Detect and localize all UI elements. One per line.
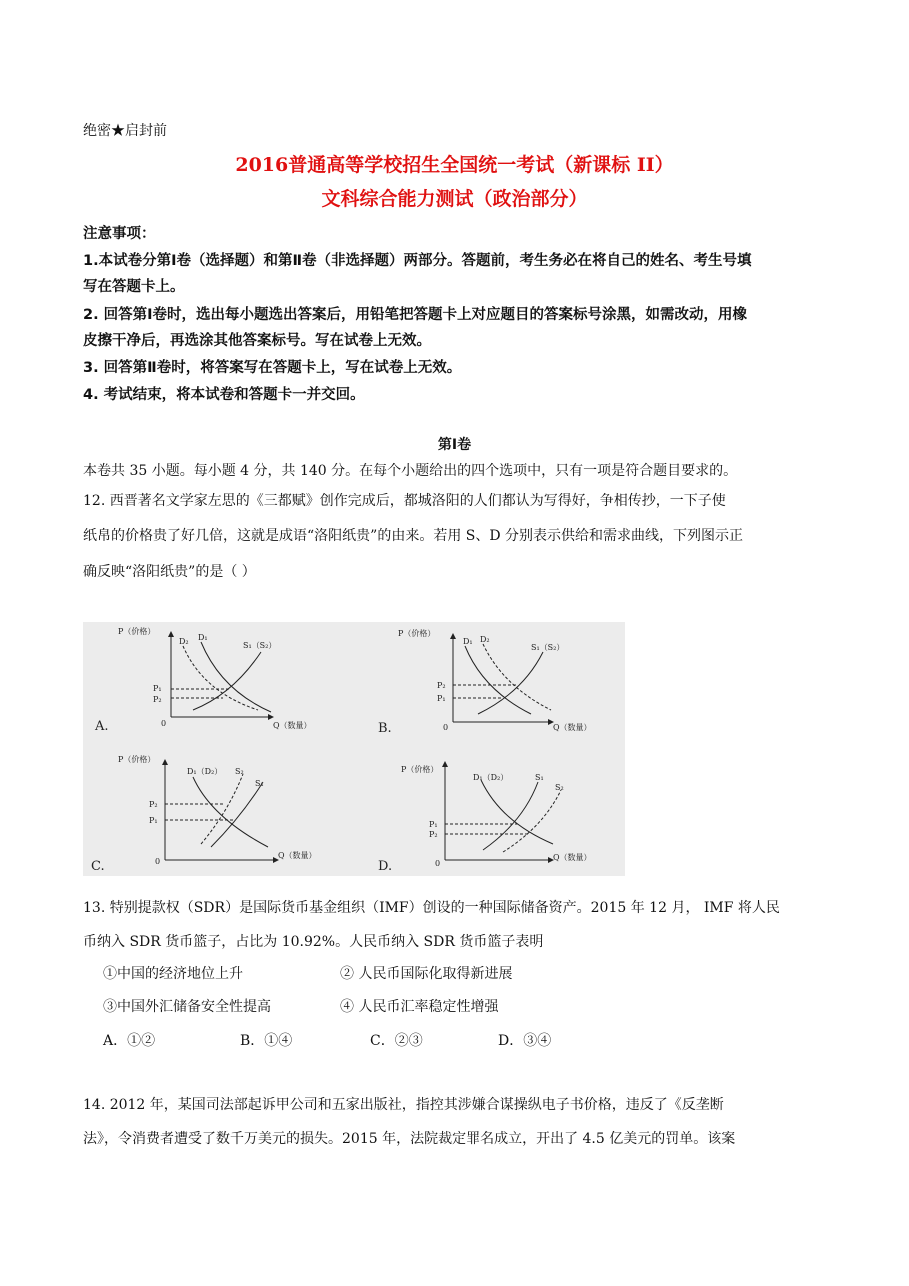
graph-d-x-axis: Q（数量） (553, 853, 592, 862)
q13-option-a: A．①② (103, 1033, 156, 1049)
graph-b-curve-1: D₁ (463, 637, 473, 646)
graph-d-curve-3: S₂ (555, 783, 564, 792)
graph-a-curve-3: S₁（S₂） (243, 641, 277, 650)
q13-option-b: B．①④ (240, 1033, 293, 1049)
graph-c-curve-2: S₂ (235, 767, 244, 776)
graph-c-curve-1: D₁（D₂） (187, 767, 223, 776)
section-heading: 第Ⅰ卷 (437, 437, 472, 453)
graph-b-curve-2: D₂ (480, 635, 490, 644)
graph-c-curve-3: S₁ (255, 779, 264, 788)
exam-subtitle: 文科综合能力测试（政治部分） (321, 188, 588, 210)
graph-c-y-axis: P（价格） (118, 755, 156, 764)
exam-title: 2016普通高等学校招生全国统一考试（新课标 II） (235, 154, 674, 176)
q13-statement-2: ② 人民币国际化取得新进展 (340, 966, 513, 982)
q12-line-2: 纸帛的价格贵了好几倍，这就是成语“洛阳纸贵”的由来。若用 S、D 分别表示供给和需求曲线，下列图示正 (83, 528, 744, 544)
secret-mark: 绝密★启封前 (83, 123, 167, 139)
graph-c-label: C. (91, 859, 105, 874)
supply-demand-figure (83, 622, 625, 876)
graph-b-y-axis: P（价格） (398, 629, 436, 638)
q12-line-1: 12. 西晋著名文学家左思的《三都赋》创作完成后，都城洛阳的人们都认为写得好，争相传抄，一下子使 (83, 493, 726, 509)
graph-d-y-axis: P（价格） (401, 765, 439, 774)
notice-item-4: 4. 考试结束，将本试卷和答题卡一并交回。 (83, 387, 365, 403)
graph-b-price-2: P₁ (437, 694, 446, 703)
graph-c-price-2: P₁ (149, 816, 158, 825)
graph-d-curve-2: S₁ (535, 773, 544, 782)
notice-item-1-cont: 写在答题卡上。 (83, 279, 185, 295)
graph-d-origin: 0 (435, 859, 441, 868)
graph-a-price-2: P₂ (153, 695, 162, 704)
q13-line-2: 币纳入 SDR 货币篮子，占比为 10.92%。人民币纳入 SDR 货币篮子表明 (83, 934, 544, 950)
graph-d-label: D. (378, 859, 393, 874)
notice-item-2: 2. 回答第Ⅰ卷时，选出每小题选出答案后，用铅笔把答题卡上对应题目的答案标号涂黑，如需改动，用橡 (83, 307, 748, 323)
graph-d-price-2: P₂ (429, 830, 438, 839)
q13-option-c: C．②③ (370, 1033, 423, 1049)
notice-item-2-cont: 皮擦干净后，再选涂其他答案标号。写在试卷上无效。 (83, 333, 431, 349)
graph-b-price-1: P₂ (437, 681, 446, 690)
graph-b-curve-3: S₁（S₂） (531, 643, 565, 652)
graph-a-curve-1: D₂ (179, 637, 189, 646)
graph-a-price-1: P₁ (153, 684, 162, 693)
notice-item-1: 1.本试卷分第Ⅰ卷（选择题）和第Ⅱ卷（非选择题）两部分。答题前，考生务必在将自己的姓名、考生号填 (83, 253, 752, 269)
graph-a-x-axis: Q（数量） (273, 721, 312, 730)
q13-statement-1: ①中国的经济地位上升 (103, 966, 243, 982)
graph-c-x-axis: Q（数量） (278, 851, 317, 860)
q13-option-d: D．③④ (498, 1033, 552, 1049)
graph-d-curve-1: D₁（D₂） (473, 773, 509, 782)
q12-line-3: 确反映“洛阳纸贵”的是（ ） (83, 564, 256, 580)
q13-statement-3: ③中国外汇储备安全性提高 (103, 999, 271, 1015)
graph-a-label: A. (95, 719, 109, 734)
graph-c-price-1: P₂ (149, 800, 158, 809)
q13-statement-4: ④ 人民币汇率稳定性增强 (340, 999, 499, 1015)
q14-line-2: 法》，令消费者遭受了数千万美元的损失。2015 年，法院裁定罪名成立，开出了 4.5 亿美元的罚单。该案 (83, 1131, 736, 1147)
graph-b (378, 628, 592, 736)
graph-a-y-axis: P（价格） (118, 627, 156, 636)
graph-d-price-1: P₁ (429, 820, 438, 829)
section-intro: 本卷共 35 小题。每小题 4 分，共 140 分。在每个小题给出的四个选项中，只有一项是符合题目要求的。 (83, 463, 738, 479)
graph-b-label: B. (378, 721, 392, 736)
graph-a-origin: 0 (161, 719, 167, 728)
notice-heading: 注意事项： (83, 226, 156, 242)
notice-item-3: 3. 回答第Ⅱ卷时，将答案写在答题卡上，写在试卷上无效。 (83, 360, 462, 376)
graph-c-origin: 0 (155, 857, 161, 866)
q14-line-1: 14. 2012 年，某国司法部起诉甲公司和五家出版社，指控其涉嫌合谋操纵电子书价格，违反了《反垄断 (83, 1097, 724, 1113)
graph-c (91, 754, 317, 874)
graph-b-origin: 0 (443, 723, 449, 732)
graph-d (378, 762, 592, 874)
graph-b-x-axis: Q（数量） (553, 723, 592, 732)
q13-line-1: 13. 特别提款权（SDR）是国际货币基金组织（IMF）创设的一种国际储备资产。2015 年 12 月， IMF 将人民 (83, 900, 780, 916)
graph-a-curve-2: D₁ (198, 633, 208, 642)
graph-a (94, 626, 312, 734)
